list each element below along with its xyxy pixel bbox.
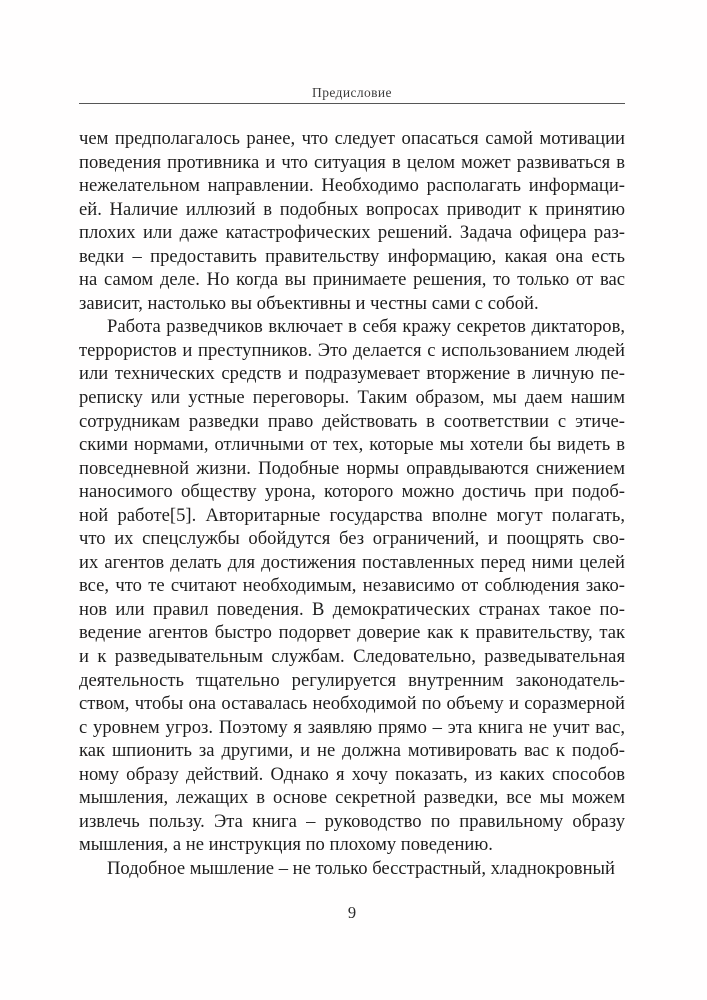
text-line: мышления, лежащих в основе секретной разведки, все мы можем — [79, 787, 625, 809]
text-line: скими нормами, отличными от тех, которые мы хотели бы видеть в — [79, 434, 625, 456]
text-line: их агентов делать для достижения поставленных перед ними целей — [79, 551, 625, 573]
text-line: Подобное мышление – не только бесстрастный, хладнокровный — [107, 857, 615, 879]
text-line: на самом деле. Но когда вы принимаете решения, то только от вас — [79, 269, 625, 291]
text-line: ведки – предоставить правительству информацию, какая она есть — [79, 245, 625, 267]
text-line: поведения противника и что ситуация в целом может развиваться в — [79, 151, 625, 173]
page-number: 9 — [347, 903, 357, 922]
text-line: Работа разведчиков включает в себя кражу секретов диктаторов, — [107, 316, 625, 338]
text-line: извлечь пользу. Эта книга – руководство по правильному образу — [79, 810, 625, 832]
text-line: все, что те считают необходимым, независимо от соблюдения зако- — [79, 575, 625, 597]
running-header — [79, 84, 625, 102]
text-line: деятельность тщательно регулируется внутренним законодатель- — [79, 669, 625, 691]
text-line: ному образу действий. Однако я хочу показать, из каких способов — [79, 763, 625, 785]
text-line: как шпионить за другими, и не должна мотивировать вас к подоб- — [79, 740, 625, 762]
text-line: плохих или даже катастрофических решений. Задача офицера раз- — [79, 222, 625, 244]
text-line: и к разведывательным службам. Следовательно, разведывательная — [79, 646, 625, 668]
text-line: реписку или устные переговоры. Таким образом, мы даем нашим — [79, 387, 625, 409]
text-line: ей. Наличие иллюзий в подобных вопросах приводит к принятию — [79, 198, 625, 220]
text-line: с уровнем угроз. Поэтому я заявляю прямо – эта книга не учит вас, — [79, 716, 625, 738]
text-line: повседневной жизни. Подобные нормы оправдываются снижением — [79, 457, 625, 479]
text-line: нежелательном направлении. Необходимо располагать информаци- — [79, 175, 625, 197]
running-header-title: Предисловие — [312, 85, 392, 100]
text-line: террористов и преступников. Это делается с использованием людей — [79, 339, 625, 361]
text-line: чем предполагалось ранее, что следует опасаться самой мотивации — [79, 128, 625, 149]
text-line: ной работе[5]. Авторитарные государства вполне могут полагать, — [79, 504, 625, 526]
text-line: нов или правил поведения. В демократических странах такое по- — [79, 598, 625, 620]
text-line: наносимого обществу урона, которого можно достичь при подоб- — [79, 481, 625, 503]
text-line: или технических средств и подразумевает вторжение в личную пе- — [79, 363, 625, 385]
page-body — [79, 127, 625, 881]
text-line: ством, чтобы она оставалась необходимой по объему и соразмерной — [79, 693, 625, 715]
text-line: зависит, настолько вы объективны и честны сами с собой. — [79, 292, 539, 314]
text-line: мышления, а не инструкция по плохому поведению. — [79, 834, 493, 856]
text-line: сотрудникам разведки право действовать в соответствии с этиче- — [79, 410, 625, 432]
text-line: ведение агентов быстро подорвет доверие как к правительству, так — [79, 622, 625, 644]
text-line: что их спецслужбы обойдутся без ограничений, и поощрять сво- — [79, 528, 625, 550]
header-rule — [79, 103, 625, 104]
